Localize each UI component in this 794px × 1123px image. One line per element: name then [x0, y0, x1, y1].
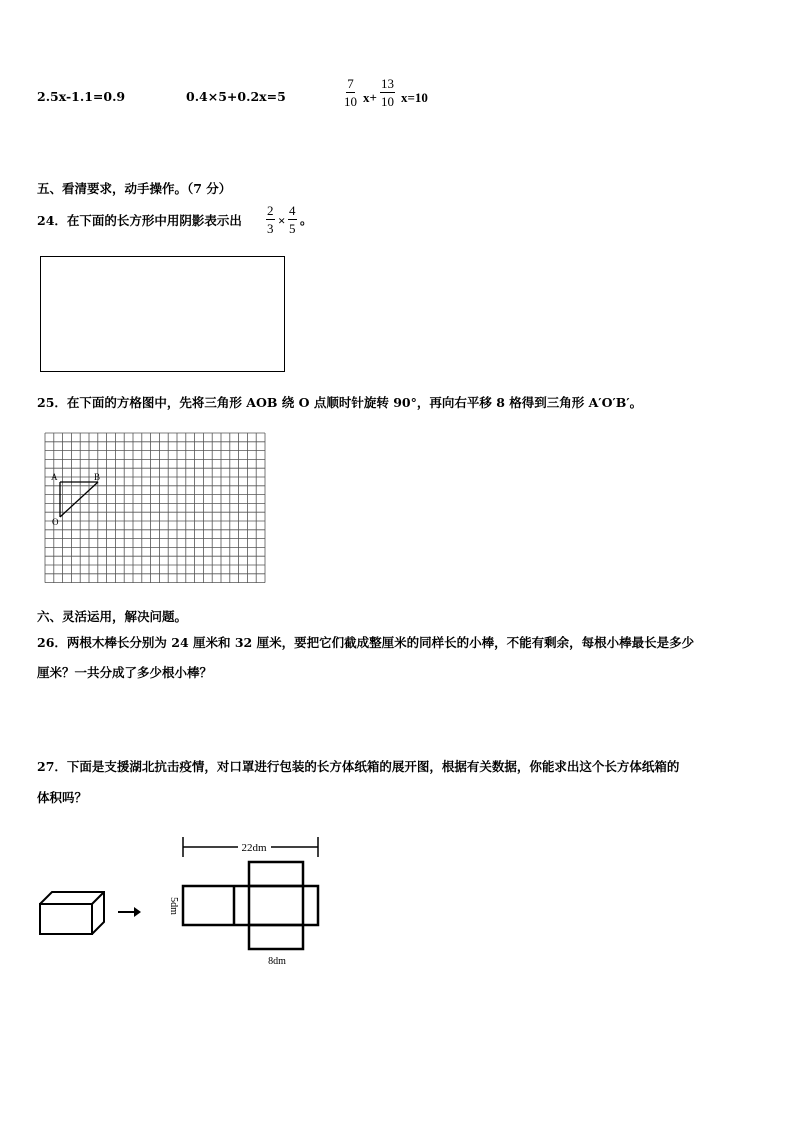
- times-sign: ×: [278, 213, 286, 228]
- box-net: [183, 862, 318, 949]
- dim-label-8dm: 8dm: [268, 956, 286, 967]
- question-25-text: 25．在下面的方格图中，先将三角形 AOB 绕 O 点顺时针旋转 90°，再向右平移 8 格得到三角形 A′O′B′。: [37, 395, 643, 410]
- equation-2: 0.4×5+0.2x=5: [186, 89, 286, 104]
- equation-3-mid: x+: [363, 90, 377, 105]
- question-24-end: 。: [300, 212, 313, 227]
- denominator: 5: [289, 221, 296, 236]
- section-5-heading: 五、看清要求，动手操作。（7 分）: [37, 181, 232, 196]
- question-26-line-2: 厘米？一共分成了多少根小棒？: [37, 665, 213, 680]
- question-27-line-2: 体积吗？: [37, 790, 88, 805]
- denominator: 10: [381, 94, 394, 109]
- label-o: O: [52, 517, 59, 527]
- label-a: A: [51, 472, 58, 482]
- box-3d-icon: [40, 892, 104, 934]
- denominator: 3: [267, 221, 274, 236]
- equation-1: 2.5x-1.1=0.9: [37, 89, 126, 104]
- question-26-line-1: 26．两根木棒长分别为 24 厘米和 32 厘米，要把它们截成整厘米的同样长的小棒，不能有剩余，每根小棒最长是多少: [37, 635, 695, 650]
- numerator: 2: [267, 203, 274, 218]
- denominator: 10: [344, 94, 357, 109]
- numerator: 7: [347, 76, 354, 91]
- dim-label-5dm: 5dm: [168, 897, 179, 915]
- arrow-right-icon: [118, 907, 141, 917]
- numerator: 4: [289, 203, 296, 218]
- section-6-heading: 六、灵活运用，解决问题。: [37, 609, 188, 624]
- dim-label-22dm: 22dm: [241, 842, 267, 854]
- question-27-line-1: 27．下面是支援湖北抗击疫情，对口罩进行包装的长方体纸箱的展开图，根据有关数据，你能求出这个长方体纸箱的: [37, 759, 680, 774]
- equation-3-tail: x=10: [401, 90, 428, 105]
- question-24-text: 24．在下面的长方形中用阴影表示出: [37, 213, 242, 228]
- label-b: B: [94, 472, 101, 482]
- numerator: 13: [381, 76, 394, 91]
